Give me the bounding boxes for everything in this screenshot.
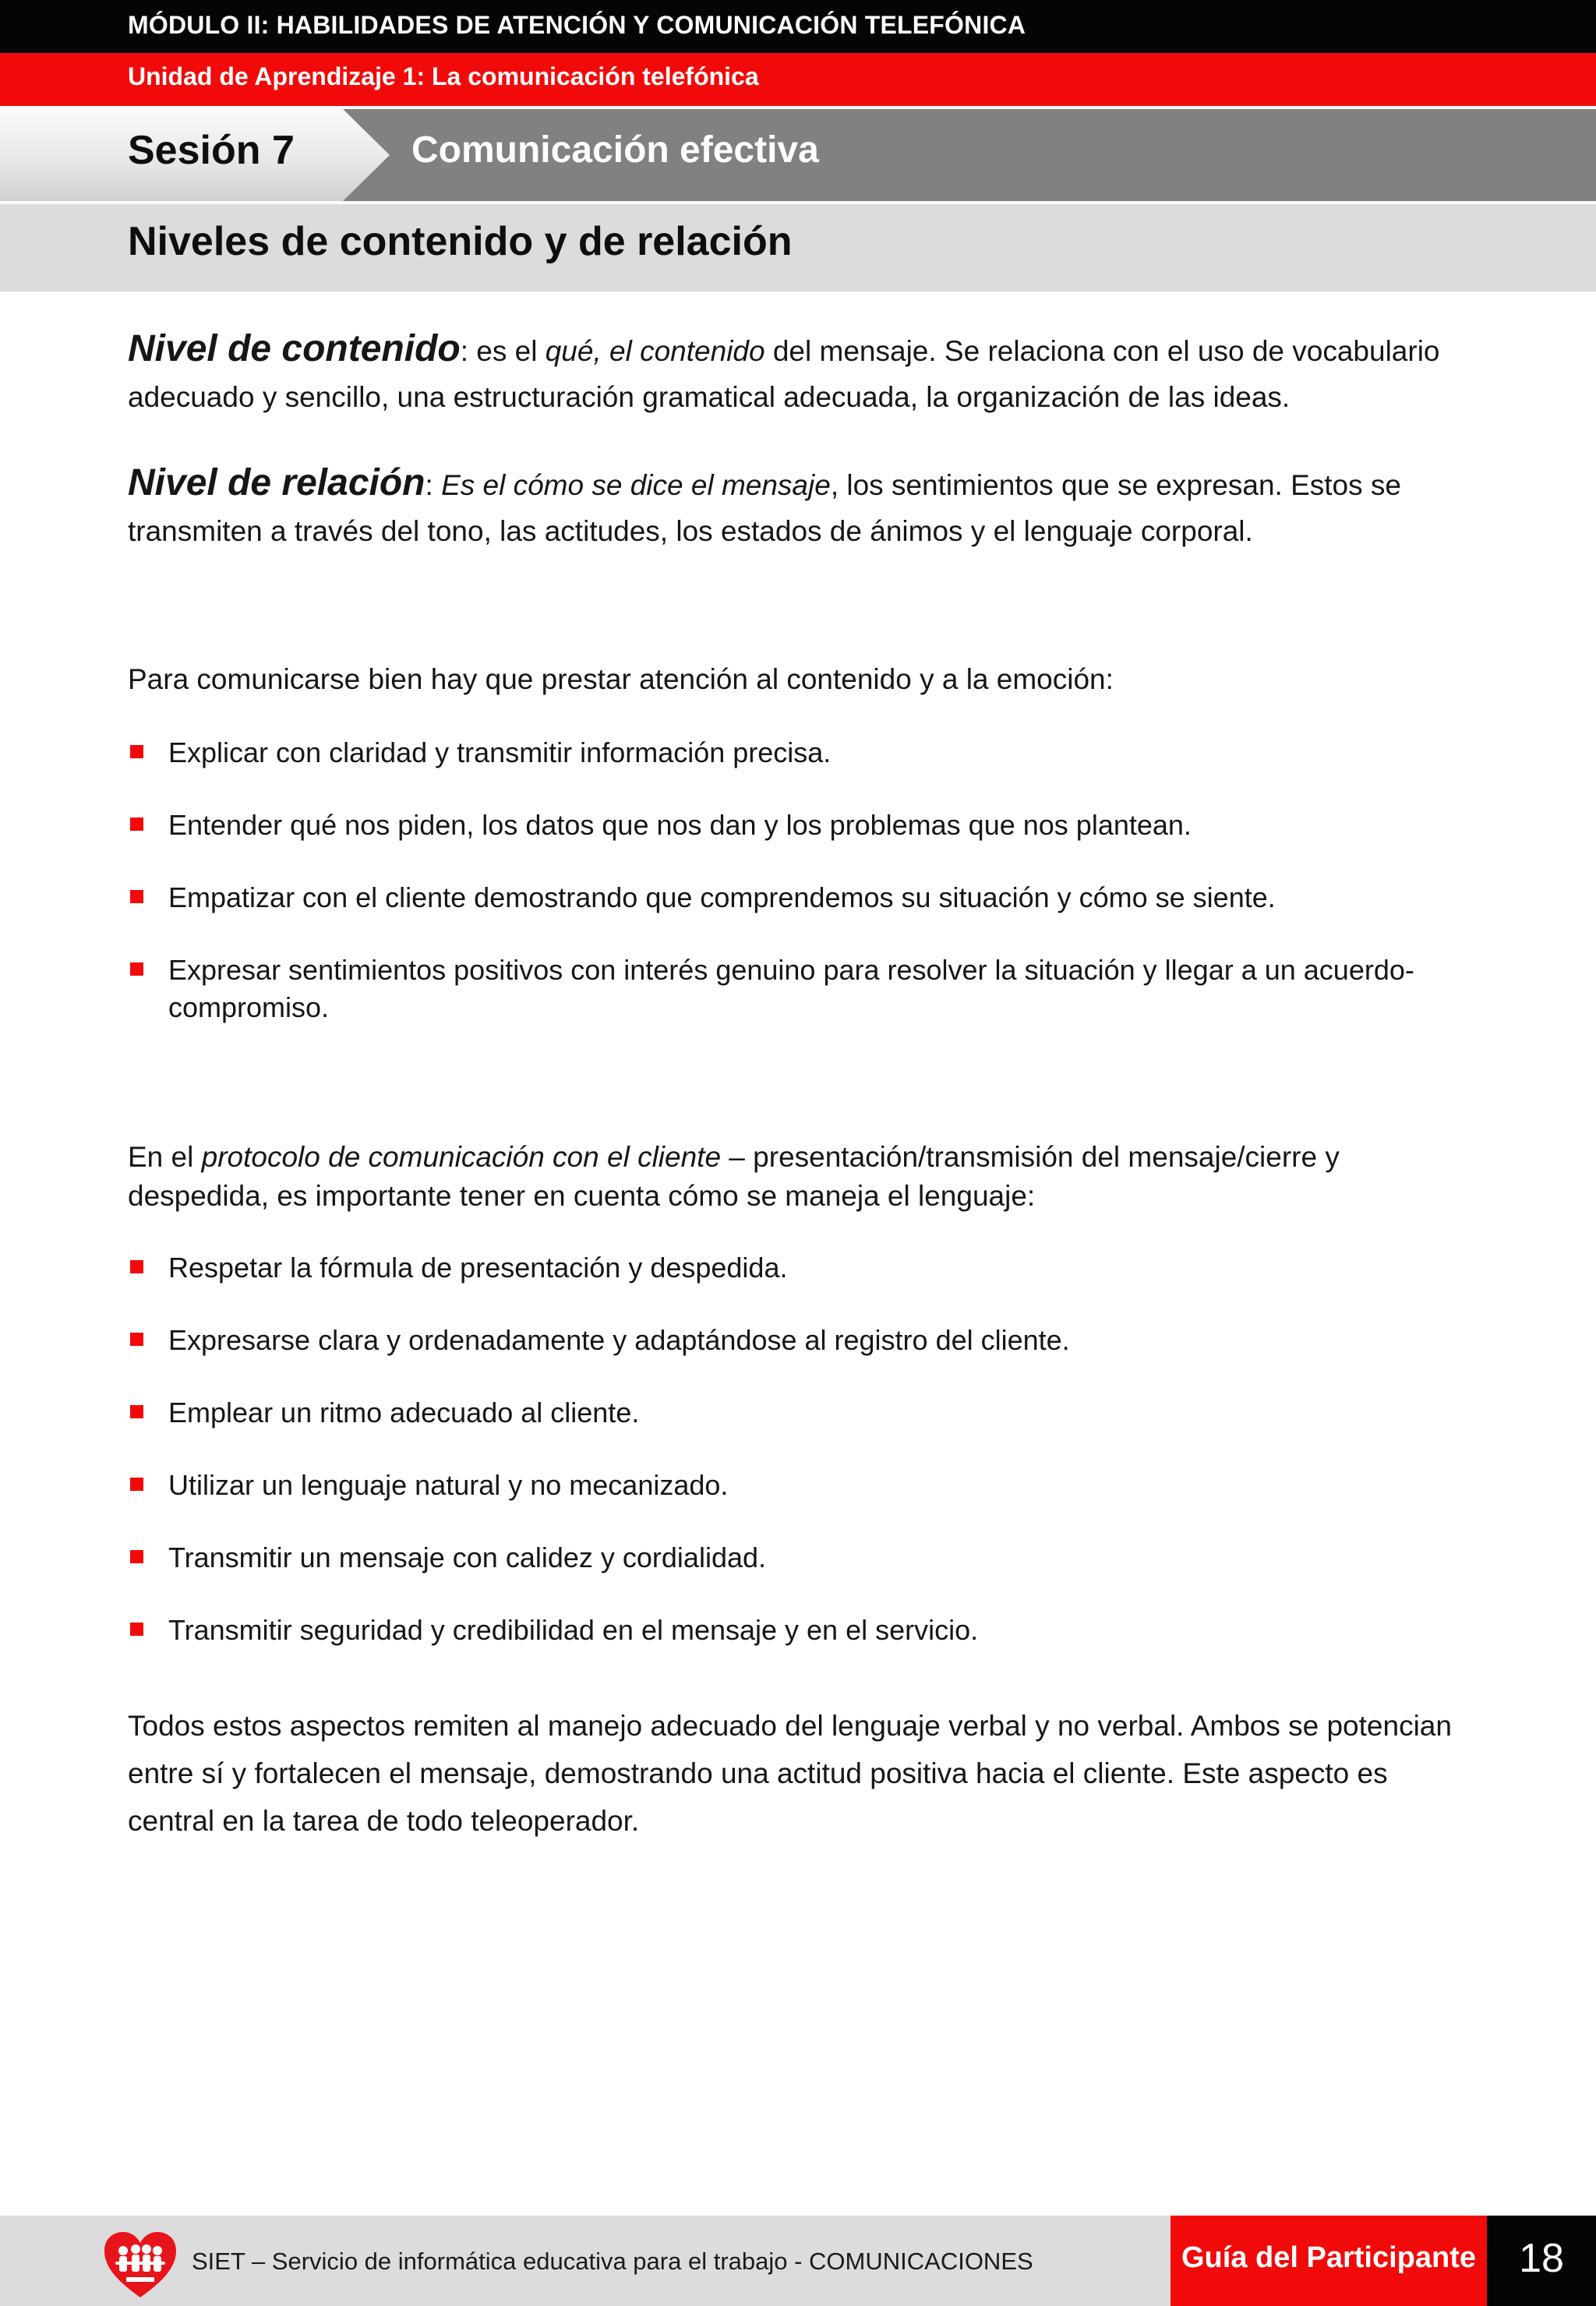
list-item <box>128 807 1476 844</box>
list-item-text: Expresarse clara y ordenadamente y adaptándose al registro del cliente. <box>168 1324 1070 1356</box>
list-item-text: Utilizar un lenguaje natural y no mecanizado. <box>168 1469 729 1501</box>
unit-title: Unidad de Aprendizaje 1: La comunicación telefónica <box>128 62 759 90</box>
protocol-paragraph <box>128 1138 1476 1216</box>
list-item-text: Emplear un ritmo adecuado al cliente. <box>168 1397 640 1428</box>
red-square-bullet-icon <box>130 1478 143 1491</box>
red-square-bullet-icon <box>130 745 143 758</box>
list-item-text: Transmitir un mensaje con calidez y cordialidad. <box>168 1541 767 1573</box>
list1-intro: Para comunicarse bien hay que prestar atención al contenido y a la emoción: <box>128 663 1114 695</box>
content-level-text: del mensaje. Se relaciona con el uso de vocabulario adecuado y sencillo, una estructuración gramatical adecuada, la organización de las ideas. <box>128 335 1440 413</box>
language-guidelines-list <box>128 1249 1476 1684</box>
closing-paragraph: Todos estos aspectos remiten al manejo adecuado del lenguaje verbal y no verbal. Ambos se potencian entre sí y fortalecen el mensaje, demostrando una actitud positiva hacia el cliente. Este aspecto es central en la tarea de todo teleoperador. <box>128 1710 1452 1837</box>
red-square-bullet-icon <box>130 818 143 831</box>
module-header-bar <box>0 0 1596 53</box>
red-square-bullet-icon <box>130 1260 143 1273</box>
red-square-bullet-icon <box>130 890 143 903</box>
list-item-text: Transmitir seguridad y credibilidad en el mensaje y en el servicio. <box>168 1614 979 1646</box>
red-square-bullet-icon <box>130 1623 143 1636</box>
protocol-text: – presentación/transmisión del mensaje/cierre y despedida, es importante tener en cuenta cómo se maneja el lenguaje: <box>128 1141 1340 1212</box>
list-item <box>128 879 1476 916</box>
section-title: Niveles de contenido y de relación <box>128 219 793 264</box>
relation-level-italic: Es el cómo se dice el mensaje <box>441 469 831 501</box>
list-item <box>128 1612 1476 1649</box>
list-item-text: Entender qué nos piden, los datos que nos dan y los problemas que nos plantean. <box>168 809 1192 841</box>
module-title: MÓDULO II: HABILIDADES DE ATENCIÓN Y COMUNICACIÓN TELEFÓNICA <box>128 11 1026 39</box>
red-square-bullet-icon <box>130 1333 143 1346</box>
content-level-sep: : es el <box>460 335 546 367</box>
content-level-paragraph <box>128 326 1476 420</box>
red-square-bullet-icon <box>130 1405 143 1418</box>
list-item <box>128 1467 1476 1504</box>
list-item-text: Empatizar con el cliente demostrando que comprendemos su situación y cómo se siente. <box>168 881 1276 913</box>
protocol-pre: En el <box>128 1141 202 1173</box>
list-item-text: Respetar la fórmula de presentación y despedida. <box>168 1252 788 1284</box>
relation-level-text: , los sentimientos que se expresan. Estos se transmiten a través del tono, las actitudes, los estados de ánimos y el lenguaje corporal. <box>128 469 1401 547</box>
content-level-term: Nivel de contenido <box>128 328 461 369</box>
footer-text: SIET – Servicio de informática educativa para el trabajo - COMUNICACIONES <box>192 2248 1033 2275</box>
communication-tips-list <box>128 734 1476 1061</box>
session-title: Comunicación efectiva <box>411 129 819 171</box>
red-square-bullet-icon <box>130 962 143 976</box>
protocol-italic: protocolo de comunicación con el cliente <box>201 1141 722 1173</box>
list-item <box>128 734 1476 772</box>
heart-people-logo-icon <box>103 2230 178 2299</box>
session-number: Sesión 7 <box>128 128 295 173</box>
guide-label: Guía del Participante <box>1181 2241 1476 2274</box>
content-level-italic: qué, el contenido <box>545 335 765 367</box>
list-item <box>128 1394 1476 1432</box>
list-item <box>128 952 1476 1026</box>
list-item <box>128 1322 1476 1359</box>
list-item <box>128 1249 1476 1287</box>
list-item-text: Expresar sentimientos positivos con interés genuino para resolver la situación y llegar a un acuerdo-compromiso. <box>168 954 1414 1023</box>
list-item-text: Explicar con claridad y transmitir información precisa. <box>168 736 832 768</box>
relation-level-paragraph <box>128 460 1476 554</box>
relation-level-sep: : <box>425 469 442 501</box>
page-number: 18 <box>1519 2236 1564 2281</box>
unit-header-bar <box>0 53 1596 106</box>
relation-level-term: Nivel de relación <box>128 462 425 503</box>
list-item <box>128 1539 1476 1577</box>
red-square-bullet-icon <box>130 1550 143 1563</box>
